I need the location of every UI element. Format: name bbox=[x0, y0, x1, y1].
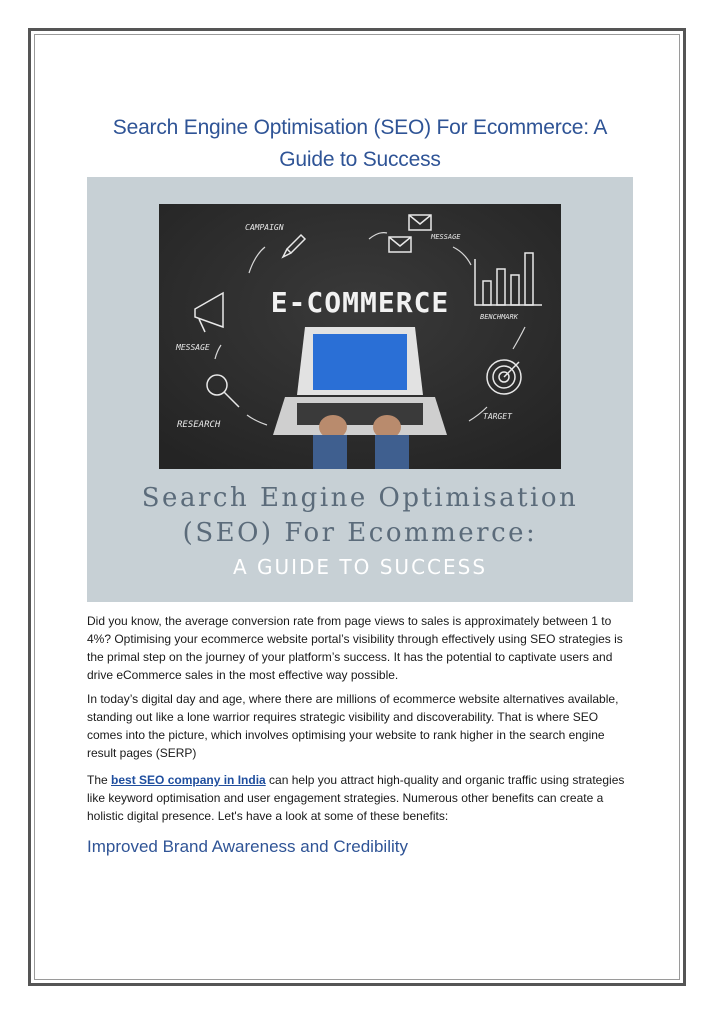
label-target: TARGET bbox=[483, 412, 512, 421]
label-message-left: MESSAGE bbox=[176, 343, 210, 352]
board-heading: E-COMMERCE bbox=[270, 286, 450, 319]
label-research: RESEARCH bbox=[177, 420, 221, 430]
document-title: Search Engine Optimisation (SEO) For Ecommerce: A Guide to Success bbox=[112, 116, 608, 171]
paragraph-prefix: The bbox=[87, 773, 112, 787]
section-heading: Improved Brand Awareness and Credibility bbox=[87, 837, 408, 856]
label-campaign: CAMPAIGN bbox=[245, 223, 284, 232]
paragraph-seo-company bbox=[87, 771, 635, 825]
label-message-top: MESSAGE bbox=[431, 233, 461, 241]
caption-line-3: A GUIDE TO SUCCESS bbox=[232, 555, 488, 579]
seo-company-link[interactable]: best SEO company in India bbox=[111, 773, 266, 787]
label-benchmark: BENCHMARK bbox=[480, 313, 518, 321]
paragraph-suffix: can help you attract high-quality and organic traffic using strategies like keyword optimisation and user engagement strategies. Numerous other benefits can create a holistic digital presence. Let's have a look at some of these benefits: bbox=[87, 773, 625, 823]
caption-line-1: Search Engine Optimisation bbox=[141, 483, 579, 513]
hero-illustration bbox=[87, 177, 633, 602]
hero-image bbox=[87, 177, 633, 602]
paragraph-digital-age: In today’s digital day and age, where there are millions of ecommerce website alternatives available, standing out like a lone warrior requires strategic visibility and discoverability. That is where SEO comes into the picture, which involves optimising your website to rank higher in the search engine result pages (SERP) bbox=[87, 692, 619, 760]
caption-line-2: (SEO) For Ecommerce: bbox=[182, 518, 538, 548]
paragraph-conversion-rate: Did you know, the average conversion rate from page views to sales is approximately between 1 to 4%? Optimising your ecommerce website portal’s visibility through effectively using SEO strategies is the primal step on the journey of your platform’s success. It has the potential to captivate users and drive eCommerce sales in the most effective way possible. bbox=[87, 614, 623, 682]
